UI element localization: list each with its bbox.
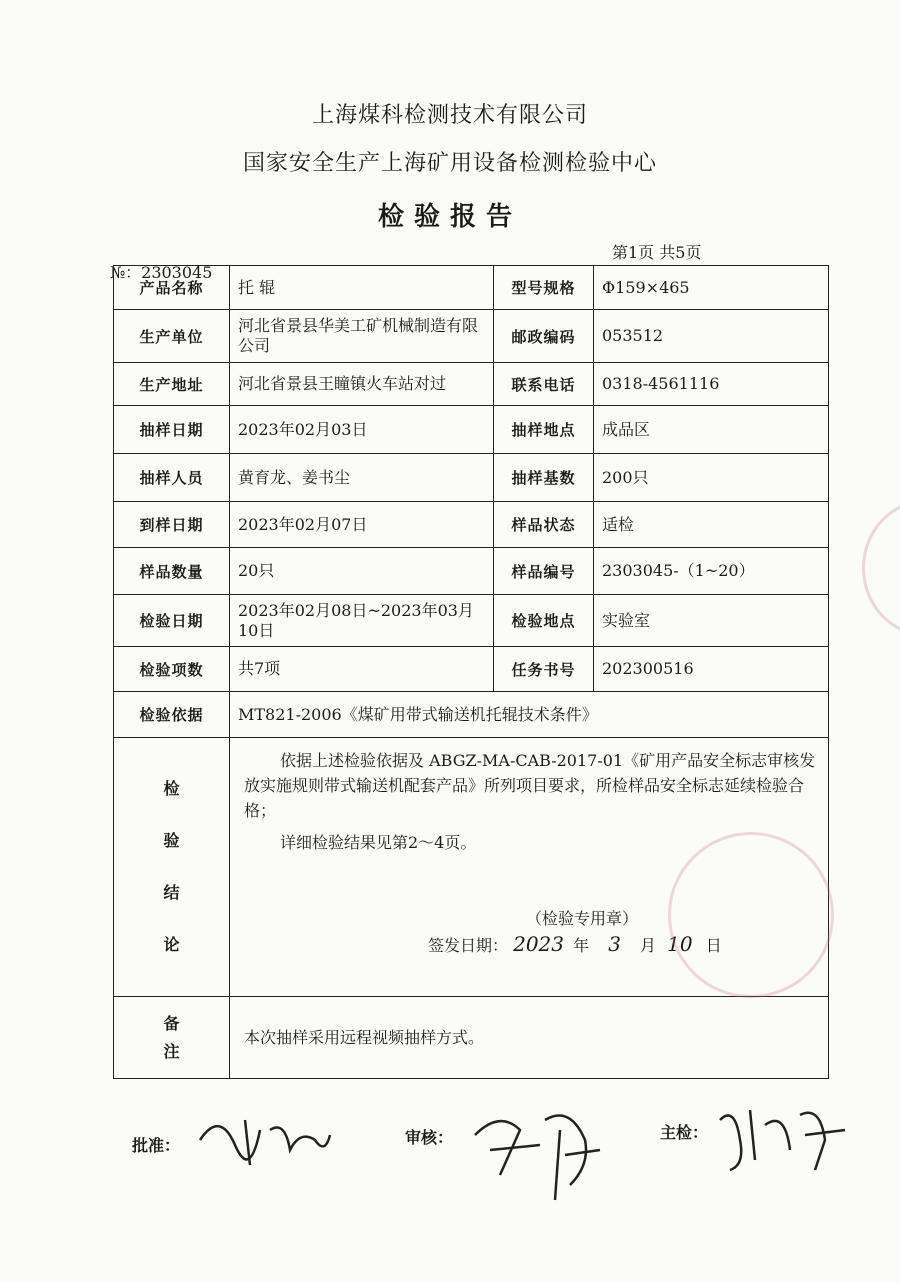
approver-signature xyxy=(190,1100,340,1170)
field-label: 任务书号 xyxy=(494,647,594,692)
field-label: 样品数量 xyxy=(114,548,230,595)
remark-char: 注 xyxy=(163,1041,180,1061)
field-value: 适检 xyxy=(594,502,829,548)
field-value: 成品区 xyxy=(594,406,829,454)
conclusion-label xyxy=(114,738,230,997)
field-value: 河北省景县华美工矿机械制造有限公司 xyxy=(230,310,494,363)
table-row xyxy=(114,406,829,454)
day-unit: 日 xyxy=(705,936,722,955)
table-row xyxy=(114,692,829,738)
field-value: 河北省景县王瞳镇火车站对过 xyxy=(230,363,494,406)
sign-month: 3 xyxy=(608,932,621,956)
field-label: 抽样人员 xyxy=(114,454,230,502)
conclusion-text: 依据上述检验依据及 ABGZ-MA-CAB-2017-01《矿用产品安全标志审核发放实施规则带式输送机配套产品》所列项目要求，所检样品安全标志延续检验合格； xyxy=(244,751,816,820)
report-title: 检验报告 xyxy=(377,202,522,232)
conclusion-char: 结 xyxy=(163,883,180,902)
company-name: 上海煤科检测技术有限公司 xyxy=(311,103,588,128)
field-value: 0318-4561116 xyxy=(594,363,829,406)
sign-day: 10 xyxy=(667,932,693,956)
field-label: 型号规格 xyxy=(494,266,594,310)
table-row xyxy=(114,548,829,595)
conclusion-char: 检 xyxy=(163,779,180,798)
remark-label xyxy=(114,997,230,1079)
field-value: 共7项 xyxy=(230,647,494,692)
field-value: 2303045-（1~20） xyxy=(594,548,829,595)
reviewer-signature xyxy=(460,1095,610,1205)
field-value: 202300516 xyxy=(594,647,829,692)
field-label: 邮政编码 xyxy=(494,310,594,363)
approve-label: 批准： xyxy=(132,1136,181,1155)
year-unit: 年 xyxy=(573,936,590,955)
field-value: Φ159×465 xyxy=(594,266,829,310)
field-value: 黄育龙、姜书尘 xyxy=(230,454,494,502)
table-row xyxy=(114,266,829,310)
month-unit: 月 xyxy=(640,936,657,955)
conclusion-char: 论 xyxy=(163,935,180,954)
remark-text: 本次抽样采用远程视频抽样方式。 xyxy=(230,997,829,1079)
chief-signature xyxy=(710,1090,855,1180)
field-label: 产品名称 xyxy=(114,266,230,310)
remark-char: 备 xyxy=(163,1013,180,1033)
field-label: 联系电话 xyxy=(494,363,594,406)
field-value: 200只 xyxy=(594,454,829,502)
field-value: 托 辊 xyxy=(230,266,494,310)
field-label: 检验地点 xyxy=(494,595,594,647)
conclusion-detail: 详细检验结果见第2～4页。 xyxy=(280,833,477,852)
table-row xyxy=(114,595,829,647)
chief-label: 主检： xyxy=(660,1123,709,1142)
stamp-note: （检验专用章） xyxy=(526,909,639,928)
field-label: 检验项数 xyxy=(114,647,230,692)
report-number: №：2303045 xyxy=(110,263,213,282)
edge-stamp xyxy=(862,500,900,636)
center-name: 国家安全生产上海矿用设备检测检验中心 xyxy=(242,151,657,176)
basis-value: MT821-2006《煤矿用带式输送机托辊技术条件》 xyxy=(230,692,829,738)
field-value: 053512 xyxy=(594,310,829,363)
remark-row xyxy=(114,997,829,1079)
conclusion-char: 验 xyxy=(163,831,180,850)
basis-label: 检验依据 xyxy=(114,692,230,738)
field-value: 2023年02月08日~2023年03月10日 xyxy=(230,595,494,647)
field-value: 20只 xyxy=(230,548,494,595)
sign-year: 2023 xyxy=(513,932,565,956)
table-row xyxy=(114,502,829,548)
table-row xyxy=(114,454,829,502)
field-label: 生产地址 xyxy=(114,363,230,406)
field-label: 样品编号 xyxy=(494,548,594,595)
page-info: 第1页 共5页 xyxy=(612,243,702,262)
sign-date-label: 签发日期： xyxy=(428,936,509,955)
field-value: 2023年02月07日 xyxy=(230,502,494,548)
field-label: 样品状态 xyxy=(494,502,594,548)
table-row xyxy=(114,310,829,363)
field-label: 检验日期 xyxy=(114,595,230,647)
field-label: 抽样地点 xyxy=(494,406,594,454)
field-label: 到样日期 xyxy=(114,502,230,548)
field-value: 2023年02月03日 xyxy=(230,406,494,454)
field-label: 抽样基数 xyxy=(494,454,594,502)
field-value: 实验室 xyxy=(594,595,829,647)
table-row xyxy=(114,647,829,692)
review-label: 审核： xyxy=(405,1128,454,1147)
inspection-stamp xyxy=(668,832,834,998)
field-label: 生产单位 xyxy=(114,310,230,363)
table-row xyxy=(114,363,829,406)
field-label: 抽样日期 xyxy=(114,406,230,454)
